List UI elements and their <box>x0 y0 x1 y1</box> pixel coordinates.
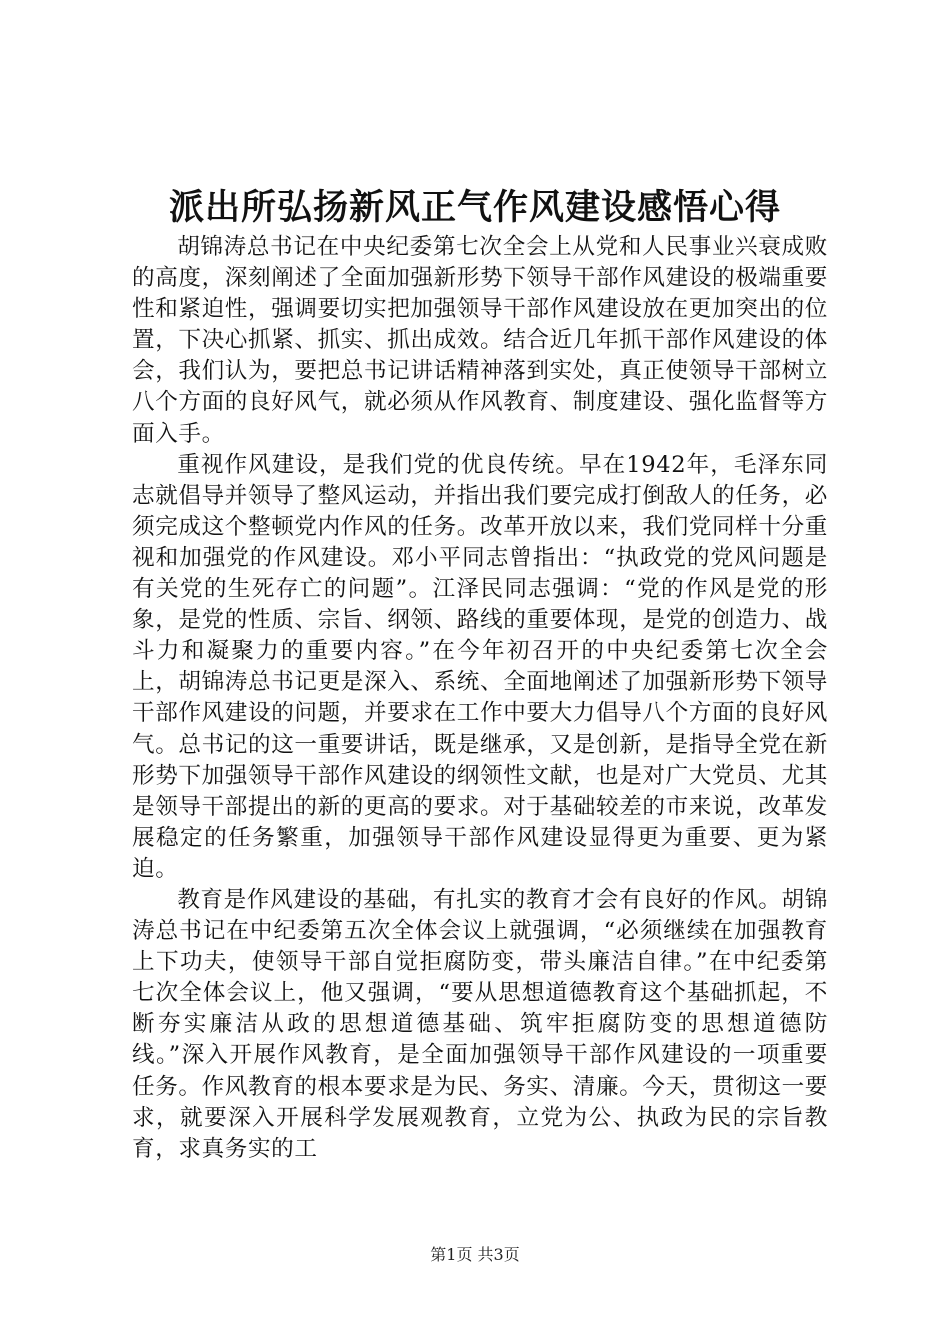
document-body <box>132 232 828 1165</box>
paragraph-2: 重视作风建设，是我们党的优良传统。早在1942年，毛泽东同志就倡导并领导了整风运动，并指出我们要完成打倒敌人的任务，必须完成这个整顿党内作风的任务。改革开放以来，我们党同样十分重视和加强党的作风建设。邓小平同志曾指出：“执政党的党风问题是有关党的生死存亡的问题”。江泽民同志强调：“党的作风是党的形象，是党的性质、宗旨、纲领、路线的重要体现，是党的创造力、战斗力和凝聚力的重要内容。”在今年初召开的中央纪委第七次全会上，胡锦涛总书记更是深入、系统、全面地阐述了加强新形势下领导干部作风建设的问题，并要求在工作中要大力倡导八个方面的良好风气。总书记的这一重要讲话，既是继承，又是创新，是指导全党在新形势下加强领导干部作风建设的纲领性文献，也是对广大党员、尤其是领导干部提出的新的更高的要求。对于基础较差的市来说，改革发展稳定的任务繁重，加强领导干部作风建设显得更为重要、更为紧迫。 <box>132 451 828 882</box>
page-number-footer: 第1页 共3页 <box>430 1245 520 1264</box>
paragraph-1: 胡锦涛总书记在中央纪委第七次全会上从党和人民事业兴衰成败的高度，深刻阐述了全面加强新形势下领导干部作风建设的极端重要性和紧迫性，强调要切实把加强领导干部作风建设放在更加突出的位置，下决心抓紧、抓实、抓出成效。结合近几年抓干部作风建设的体会，我们认为，要把总书记讲话精神落到实处，真正使领导干部树立八个方面的良好风气，就必须从作风教育、制度建设、强化监督等方面入手。 <box>132 234 828 447</box>
paragraph-3: 教育是作风建设的基础，有扎实的教育才会有良好的作风。胡锦涛总书记在中纪委第五次全体会议上就强调，“必须继续在加强教育上下功夫，使领导干部自觉拒腐防变，带头廉洁自律。”在中纪委第七次全体会议上，他又强调，“要从思想道德教育这个基础抓起，不断夯实廉洁从政的思想道德基础、筑牢拒腐防变的思想道德防线。”深入开展作风教育，是全面加强领导干部作风建设的一项重要任务。作风教育的根本要求是为民、务实、清廉。今天，贯彻这一要求，就要深入开展科学发展观教育，立党为公、执政为民的宗旨教育，求真务实的工 <box>132 886 828 1162</box>
document-title: 派出所弘扬新风正气作风建设感悟心得 <box>168 188 781 228</box>
